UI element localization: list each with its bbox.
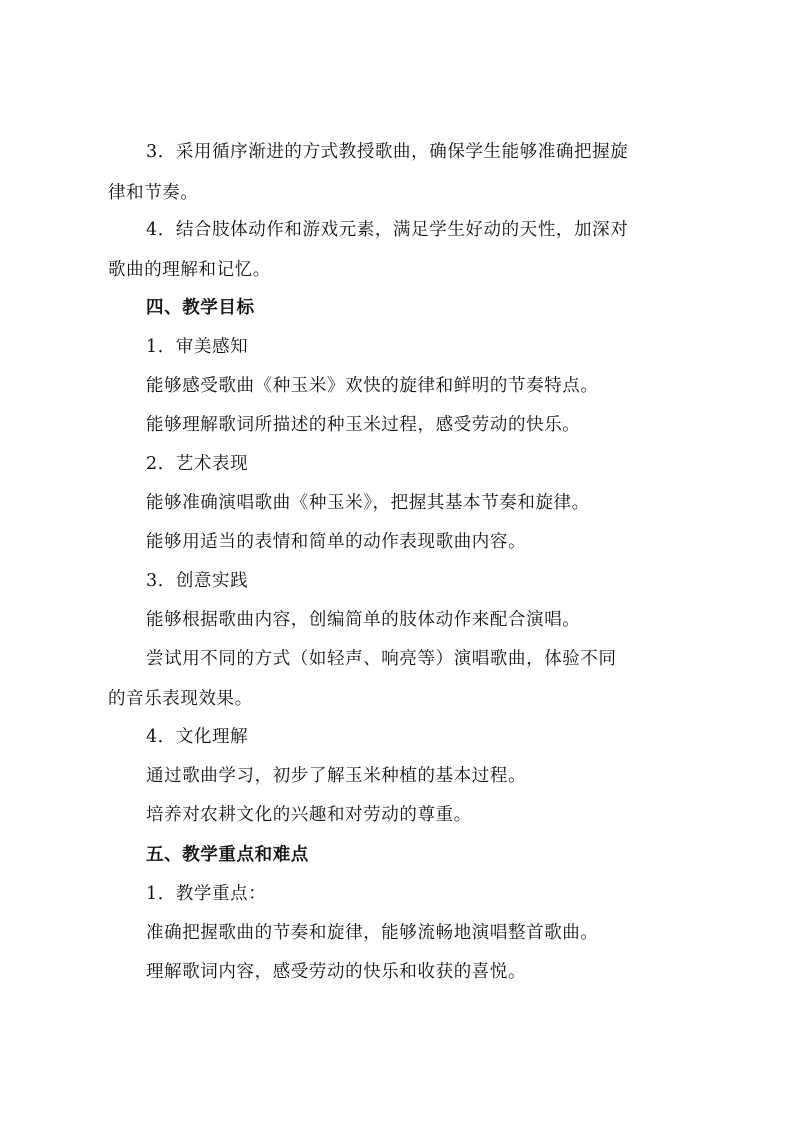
subsection-heading: 1．教学重点： xyxy=(146,884,267,904)
paragraph-line: 律和节奏。 xyxy=(108,183,199,203)
paragraph-line: 能够根据歌曲内容，创编简单的肢体动作来配合演唱。 xyxy=(146,610,581,630)
paragraph-line: 能够准确演唱歌曲《种玉米》，把握其基本节奏和旋律。 xyxy=(146,493,590,513)
subsection-heading: 4．文化理解 xyxy=(146,727,249,747)
section-heading: 四、教学目标 xyxy=(146,298,255,318)
paragraph-line: 培养对农耕文化的兴趣和对劳动的尊重。 xyxy=(146,805,472,825)
paragraph-line: 4．结合肢体动作和游戏元素，满足学生好动的天性，加深对 xyxy=(146,220,629,240)
subsection-heading: 1．审美感知 xyxy=(146,337,249,357)
paragraph-line: 3．采用循序渐进的方式教授歌曲，确保学生能够准确把握旋 xyxy=(146,142,629,162)
paragraph-line: 歌曲的理解和记忆。 xyxy=(108,260,271,280)
paragraph-line: 能够理解歌词所描述的种玉米过程，感受劳动的快乐。 xyxy=(146,415,581,435)
paragraph-line: 能够感受歌曲《种玉米》欢快的旋律和鲜明的节奏特点。 xyxy=(146,376,599,396)
paragraph-line: 通过歌曲学习，初步了解玉米种植的基本过程。 xyxy=(146,766,527,786)
subsection-heading: 3．创意实践 xyxy=(146,571,249,591)
paragraph-line: 准确把握歌曲的节奏和旋律，能够流畅地演唱整首歌曲。 xyxy=(146,923,599,943)
paragraph-line: 理解歌词内容，感受劳动的快乐和收获的喜悦。 xyxy=(146,962,527,982)
paragraph-line: 尝试用不同的方式（如轻声、响亮等）演唱歌曲，体验不同 xyxy=(146,649,617,669)
section-heading: 五、教学重点和难点 xyxy=(146,845,309,865)
subsection-heading: 2．艺术表现 xyxy=(146,454,249,474)
paragraph-line: 能够用适当的表情和简单的动作表现歌曲内容。 xyxy=(146,532,527,552)
paragraph-line: 的音乐表现效果。 xyxy=(108,689,253,709)
